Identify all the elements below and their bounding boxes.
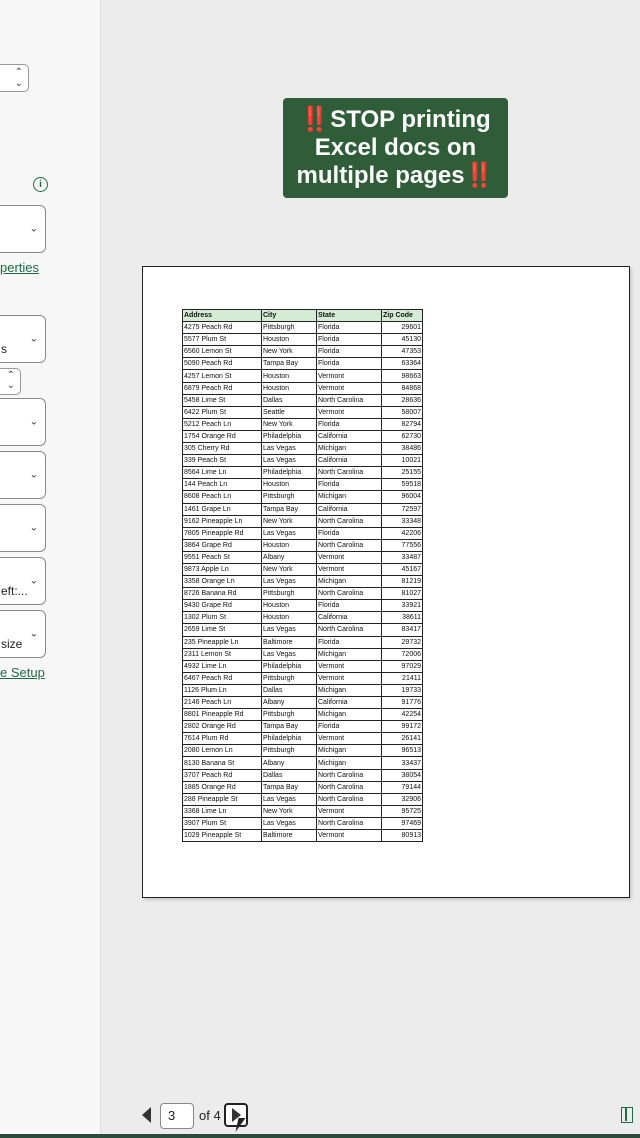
cell-zip: 82794 [382, 418, 423, 430]
chevron-down-icon: ⌄ [29, 575, 38, 587]
header-state: State [317, 310, 382, 322]
orientation-dropdown[interactable] [0, 451, 46, 499]
table-row [183, 684, 423, 696]
cell-state: Florida [317, 721, 382, 733]
current-page-input[interactable]: 3 [160, 1103, 194, 1129]
cell-state: California [317, 697, 382, 709]
cell-state: California [317, 503, 382, 515]
cell-city: New York [262, 346, 317, 358]
table-row [183, 563, 423, 575]
cell-city: Houston [262, 600, 317, 612]
cell-address: 8608 Peach Ln [183, 491, 262, 503]
cell-city: Las Vegas [262, 648, 317, 660]
cell-address: 3368 Lime Ln [183, 805, 262, 817]
next-page-button[interactable] [224, 1103, 248, 1127]
cell-zip: 26141 [382, 733, 423, 745]
cell-city: Seattle [262, 406, 317, 418]
table-row [183, 406, 423, 418]
cell-zip: 47353 [382, 346, 423, 358]
table-row [183, 745, 423, 757]
cell-city: Houston [262, 370, 317, 382]
cell-state: North Carolina [317, 588, 382, 600]
table-row [183, 515, 423, 527]
cell-address: 5577 Plum St [183, 334, 262, 346]
cell-zip: 96004 [382, 491, 423, 503]
cell-city: Philadelphia [262, 660, 317, 672]
cell-zip: 84868 [382, 382, 423, 394]
cell-zip: 29601 [382, 322, 423, 334]
cell-address: 9551 Peach St [183, 551, 262, 563]
cell-zip: 38611 [382, 612, 423, 624]
cell-state: Michigan [317, 684, 382, 696]
table-row [183, 648, 423, 660]
banner-line-1: STOP printing [330, 106, 491, 133]
double-exclamation-icon: ‼️ [464, 162, 495, 189]
table-row [183, 430, 423, 442]
cell-address: 3707 Peach Rd [183, 769, 262, 781]
table-row [183, 624, 423, 636]
cell-address: 3864 Grape Rd [183, 539, 262, 551]
table-row [183, 503, 423, 515]
cell-address: 7805 Pineapple Rd [183, 527, 262, 539]
print-settings-panel [0, 0, 101, 1138]
table-row [183, 660, 423, 672]
cell-city: Philadelphia [262, 430, 317, 442]
table-row [183, 600, 423, 612]
cell-zip: 98663 [382, 370, 423, 382]
cell-zip: 21411 [382, 672, 423, 684]
cell-state: Florida [317, 479, 382, 491]
cell-city: Houston [262, 382, 317, 394]
cell-city: Albany [262, 697, 317, 709]
table-row [183, 455, 423, 467]
cell-address: 1029 Pineapple St [183, 830, 262, 842]
cell-state: Florida [317, 322, 382, 334]
cell-zip: 33487 [382, 551, 423, 563]
collation-dropdown[interactable] [0, 398, 46, 446]
cell-zip: 79144 [382, 781, 423, 793]
cell-address: 6879 Peach Rd [183, 382, 262, 394]
cell-zip: 38486 [382, 443, 423, 455]
table-body [183, 322, 423, 842]
cell-city: Pittsburgh [262, 745, 317, 757]
cell-state: North Carolina [317, 515, 382, 527]
cell-city: Tampa Bay [262, 358, 317, 370]
cell-address: 9430 Grape Rd [183, 600, 262, 612]
margins-dropdown[interactable] [0, 557, 46, 605]
cell-address: 6560 Lemon St [183, 346, 262, 358]
cell-zip: 83417 [382, 624, 423, 636]
table-row [183, 781, 423, 793]
cell-state: North Carolina [317, 539, 382, 551]
cell-city: Tampa Bay [262, 503, 317, 515]
cell-address: 9873 Apple Ln [183, 563, 262, 575]
header-zip: Zip Code [382, 310, 423, 322]
cell-address: 1754 Orange Rd [183, 430, 262, 442]
cell-address: 144 Peach Ln [183, 479, 262, 491]
table-row [183, 612, 423, 624]
table-header-row [183, 310, 423, 322]
cell-zip: 59518 [382, 479, 423, 491]
cell-zip: 58007 [382, 406, 423, 418]
table-row [183, 636, 423, 648]
cell-city: Tampa Bay [262, 781, 317, 793]
cell-state: California [317, 430, 382, 442]
cell-city: Dallas [262, 769, 317, 781]
chevron-down-icon: ⌄ [29, 522, 38, 534]
cell-state: Michigan [317, 491, 382, 503]
table-row [183, 322, 423, 334]
cell-city: Las Vegas [262, 443, 317, 455]
cell-zip: 99172 [382, 721, 423, 733]
cell-address: 8564 Lime Ln [183, 467, 262, 479]
dropdown-value: size [1, 637, 23, 651]
cell-zip: 97469 [382, 817, 423, 829]
previous-page-icon[interactable] [142, 1107, 151, 1123]
cell-zip: 63364 [382, 358, 423, 370]
cell-state: California [317, 455, 382, 467]
cell-address: 2311 Lemon St [183, 648, 262, 660]
table-row [183, 805, 423, 817]
table-row [183, 769, 423, 781]
cell-address: 1885 Orange Rd [183, 781, 262, 793]
cell-state: Florida [317, 600, 382, 612]
cell-zip: 10021 [382, 455, 423, 467]
table-row [183, 817, 423, 829]
cell-city: New York [262, 805, 317, 817]
cell-zip: 25155 [382, 467, 423, 479]
cell-city: Las Vegas [262, 455, 317, 467]
cell-state: Michigan [317, 576, 382, 588]
cell-city: Houston [262, 334, 317, 346]
cell-zip: 95725 [382, 805, 423, 817]
spreadsheet-table [182, 309, 423, 842]
cell-state: Vermont [317, 551, 382, 563]
paper-size-dropdown[interactable] [0, 504, 46, 552]
info-icon[interactable]: i [33, 177, 48, 192]
table-row [183, 697, 423, 709]
chevron-down-icon: ⌄ [29, 223, 38, 235]
caption-banner [283, 98, 508, 198]
cell-state: Vermont [317, 406, 382, 418]
cell-address: 8726 Banana Rd [183, 588, 262, 600]
cell-city: Dallas [262, 684, 317, 696]
cell-zip: 77556 [382, 539, 423, 551]
double-exclamation-icon: ‼️ [300, 106, 331, 133]
table-row [183, 346, 423, 358]
printer-properties-link[interactable]: perties [0, 260, 40, 275]
cell-address: 9162 Pineapple Ln [183, 515, 262, 527]
cell-zip: 91776 [382, 697, 423, 709]
cell-address: 4275 Peach Rd [183, 322, 262, 334]
cell-address: 7614 Plum Rd [183, 733, 262, 745]
cell-address: 3907 Plum St [183, 817, 262, 829]
cell-city: Pittsburgh [262, 709, 317, 721]
cell-state: Vermont [317, 830, 382, 842]
cell-city: Baltimore [262, 636, 317, 648]
table-row [183, 576, 423, 588]
table-row [183, 467, 423, 479]
cell-city: Tampa Bay [262, 721, 317, 733]
table-row [183, 358, 423, 370]
cell-zip: 19733 [382, 684, 423, 696]
table-row [183, 757, 423, 769]
cell-address: 8130 Banana St [183, 757, 262, 769]
cell-city: Pittsburgh [262, 322, 317, 334]
cell-zip: 80913 [382, 830, 423, 842]
cell-address: 4932 Lime Ln [183, 660, 262, 672]
cell-city: Albany [262, 757, 317, 769]
header-address: Address [183, 310, 262, 322]
cell-city: Houston [262, 479, 317, 491]
table-row [183, 418, 423, 430]
cell-address: 1461 Grape Ln [183, 503, 262, 515]
cell-state: Florida [317, 418, 382, 430]
cell-address: 8801 Pineapple Rd [183, 709, 262, 721]
table-row [183, 793, 423, 805]
table-row [183, 394, 423, 406]
cell-zip: 97029 [382, 660, 423, 672]
cell-zip: 33437 [382, 757, 423, 769]
cell-zip: 33921 [382, 600, 423, 612]
cell-state: Vermont [317, 563, 382, 575]
cell-state: North Carolina [317, 793, 382, 805]
cell-state: Vermont [317, 805, 382, 817]
cell-state: Vermont [317, 382, 382, 394]
table-row [183, 551, 423, 563]
header-city: City [262, 310, 317, 322]
cell-city: Las Vegas [262, 624, 317, 636]
cell-zip: 42206 [382, 527, 423, 539]
table-row [183, 491, 423, 503]
cell-state: Vermont [317, 370, 382, 382]
table-row [183, 721, 423, 733]
cell-state: Michigan [317, 757, 382, 769]
cell-zip: 72006 [382, 648, 423, 660]
cell-address: 6422 Plum St [183, 406, 262, 418]
cell-state: North Carolina [317, 769, 382, 781]
dropdown-value: s [1, 342, 7, 356]
cell-zip: 96513 [382, 745, 423, 757]
cell-city: Las Vegas [262, 817, 317, 829]
cell-city: Las Vegas [262, 527, 317, 539]
cell-city: Philadelphia [262, 733, 317, 745]
cell-zip: 29732 [382, 636, 423, 648]
table-row [183, 709, 423, 721]
cell-zip: 28636 [382, 394, 423, 406]
cell-state: California [317, 612, 382, 624]
cell-address: 5458 Lime St [183, 394, 262, 406]
pages-spinner[interactable]: ⌃ ⌄ [0, 368, 21, 395]
preview-page [142, 266, 630, 898]
cell-state: Vermont [317, 672, 382, 684]
cell-city: Albany [262, 551, 317, 563]
cell-state: Michigan [317, 648, 382, 660]
banner-line-2: Excel docs on [314, 134, 477, 161]
table-row [183, 588, 423, 600]
cell-address: 2802 Orange Rd [183, 721, 262, 733]
print-what-dropdown[interactable] [0, 315, 46, 363]
table-row [183, 479, 423, 491]
table-row [183, 370, 423, 382]
cell-city: Baltimore [262, 830, 317, 842]
cell-state: North Carolina [317, 394, 382, 406]
cell-address: 5212 Peach Ln [183, 418, 262, 430]
dropdown-value: eft:... [1, 584, 28, 598]
chevron-down-icon: ⌄ [29, 469, 38, 481]
cell-address: 339 Peach St [183, 455, 262, 467]
cell-zip: 72597 [382, 503, 423, 515]
table-row [183, 382, 423, 394]
taskbar-strip [0, 1134, 640, 1138]
cell-address: 2080 Lemon Ln [183, 745, 262, 757]
chevron-down-icon: ⌄ [29, 416, 38, 428]
cell-state: Michigan [317, 443, 382, 455]
cell-address: 288 Pineapple St [183, 793, 262, 805]
banner-line-3: multiple pages [296, 162, 465, 189]
chevron-down-icon: ⌄ [29, 333, 38, 345]
cell-zip: 81219 [382, 576, 423, 588]
cell-state: North Carolina [317, 781, 382, 793]
cell-address: 5090 Peach Rd [183, 358, 262, 370]
cell-zip: 33348 [382, 515, 423, 527]
cell-zip: 38054 [382, 769, 423, 781]
copies-spinner[interactable]: ⌃ ⌄ [0, 64, 29, 92]
cell-zip: 45130 [382, 334, 423, 346]
cell-state: Michigan [317, 709, 382, 721]
cell-city: Las Vegas [262, 576, 317, 588]
cell-address: 3358 Orange Ln [183, 576, 262, 588]
cell-address: 2146 Peach Ln [183, 697, 262, 709]
table-row [183, 672, 423, 684]
cell-address: 1126 Plum Ln [183, 684, 262, 696]
cell-city: New York [262, 515, 317, 527]
cell-state: Michigan [317, 745, 382, 757]
cell-city: Philadelphia [262, 467, 317, 479]
cell-state: Vermont [317, 660, 382, 672]
cell-state: North Carolina [317, 624, 382, 636]
cell-city: Pittsburgh [262, 672, 317, 684]
cell-city: Pittsburgh [262, 588, 317, 600]
cell-state: Florida [317, 636, 382, 648]
cell-state: Florida [317, 527, 382, 539]
page-count-label: of 4 [199, 1108, 221, 1123]
chevron-down-icon: ⌄ [29, 628, 38, 640]
cell-state: North Carolina [317, 467, 382, 479]
cell-zip: 81027 [382, 588, 423, 600]
cell-city: Houston [262, 539, 317, 551]
table-row [183, 334, 423, 346]
cell-address: 235 Pineapple Ln [183, 636, 262, 648]
cell-city: New York [262, 418, 317, 430]
cell-zip: 62730 [382, 430, 423, 442]
cell-state: Florida [317, 346, 382, 358]
cell-address: 4257 Lemon St [183, 370, 262, 382]
scaling-dropdown[interactable] [0, 610, 46, 658]
table-row [183, 539, 423, 551]
cell-zip: 32906 [382, 793, 423, 805]
table-row [183, 527, 423, 539]
cell-address: 1302 Plum St [183, 612, 262, 624]
cell-address: 305 Cherry Rd [183, 443, 262, 455]
cell-state: Florida [317, 358, 382, 370]
cell-city: Houston [262, 612, 317, 624]
cell-state: North Carolina [317, 817, 382, 829]
table-row [183, 830, 423, 842]
cell-state: Vermont [317, 733, 382, 745]
cell-address: 6467 Peach Rd [183, 672, 262, 684]
cell-city: New York [262, 563, 317, 575]
table-row [183, 733, 423, 745]
cell-zip: 45167 [382, 563, 423, 575]
zoom-to-page-icon[interactable] [621, 1107, 633, 1123]
cell-city: Dallas [262, 394, 317, 406]
cell-address: 2659 Lime St [183, 624, 262, 636]
table-row [183, 443, 423, 455]
cell-state: Florida [317, 334, 382, 346]
cell-city: Pittsburgh [262, 491, 317, 503]
printer-dropdown[interactable] [0, 205, 46, 253]
cell-city: Las Vegas [262, 793, 317, 805]
page-setup-link[interactable]: e Setup [0, 665, 45, 680]
cell-zip: 42254 [382, 709, 423, 721]
